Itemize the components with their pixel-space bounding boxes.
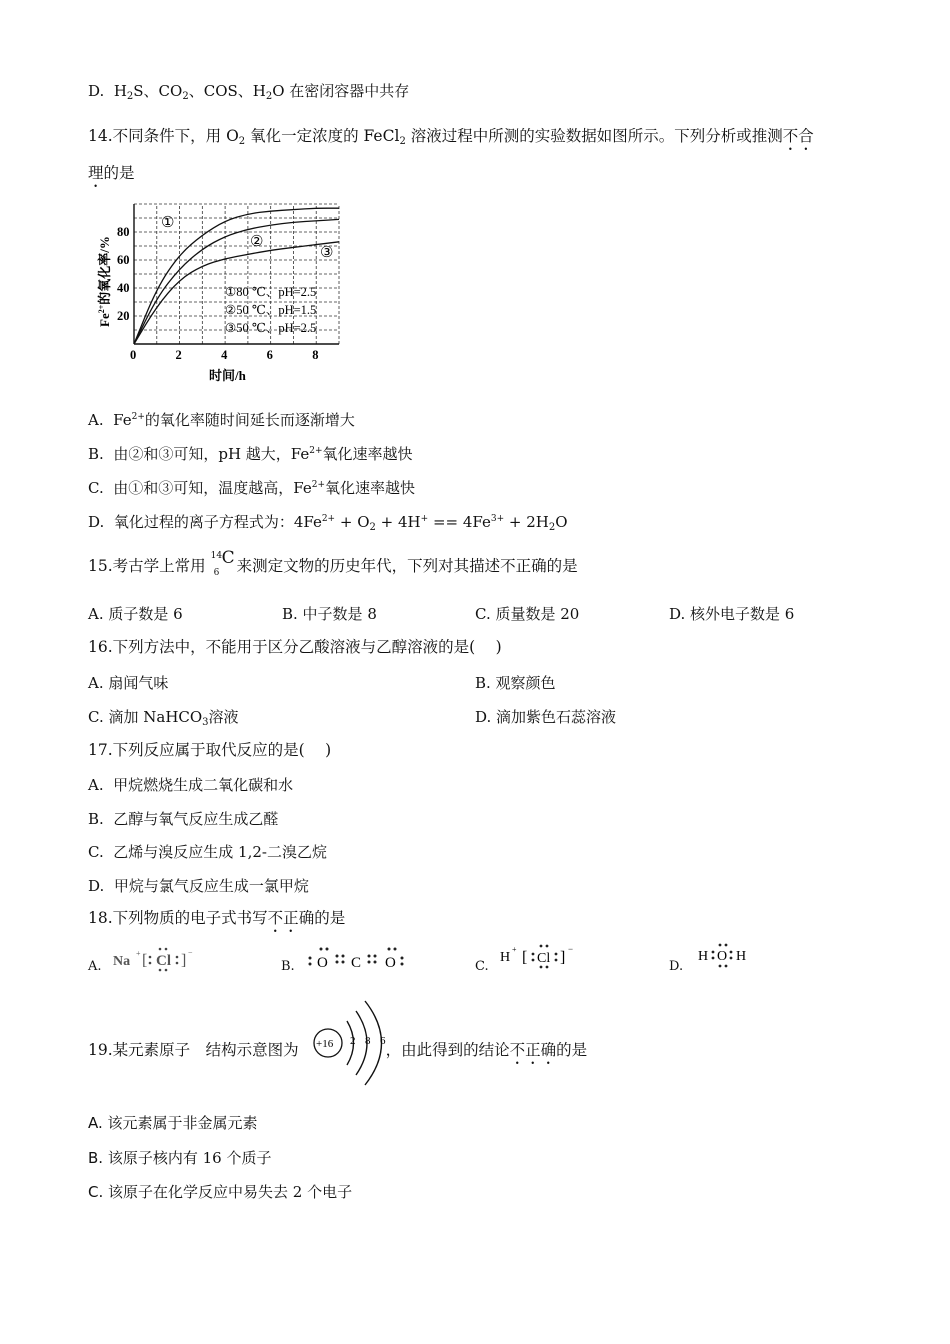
q15-option-b: B. 中子数是 8: [282, 605, 377, 623]
q18-stem: 18.下列物质的电子式书写不正确的是: [88, 909, 346, 927]
question-number: 17.: [88, 741, 113, 759]
y-tick-label: 80: [117, 225, 130, 239]
option-label: A.: [88, 776, 104, 794]
q19-option-c: C. 该原子在化学反应中易失去 2 个电子: [88, 1183, 353, 1201]
x-tick-label: 0: [130, 348, 137, 362]
q14-option-d: D. 氧化过程的离子方程式为：$4Fe^{2+} + O_2 + 4H^+ == 4Fe^{3+} + 2H_2O$: [88, 513, 568, 533]
isotope-mass-number: 14: [210, 551, 223, 561]
question-number: 14.: [88, 127, 113, 145]
q18-formula-c: [498, 942, 578, 972]
hydrogen-symbol: H: [500, 950, 511, 965]
q15-option-d: D. 核外电子数是 6: [669, 605, 795, 623]
q18-option-a-label: A.: [88, 959, 102, 974]
curve-label-1: ①: [161, 215, 175, 231]
q16-option-c: C. 滴加 NaHCO$_3$溶液: [88, 708, 239, 728]
q15-option-c: C. 质量数是 20: [475, 605, 580, 623]
q16-option-a: A. 扇闻气味: [88, 674, 169, 692]
curve-label-3: ③: [320, 245, 334, 261]
q16-option-b: B. 观察颜色: [475, 674, 556, 692]
q14-option-b: B. 由②和③可知，pH 越大，$Fe^{2+}$氧化速率越快: [88, 445, 413, 463]
shell-2-electrons: 8: [365, 1035, 371, 1047]
q14-stem-line2: 理的是: [88, 164, 135, 182]
question-number: 16.: [88, 638, 113, 656]
option-label: B.: [88, 445, 104, 463]
option-label: A.: [88, 411, 104, 429]
q17-stem: 17.下列反应属于取代反应的是( ): [88, 741, 332, 759]
q13-option-d: D. $H_2S$、$CO_2$、COS、$H_2O$ 在密闭容器中共存: [88, 82, 410, 102]
right-bracket: ]: [181, 952, 187, 969]
option-label: D.: [88, 877, 105, 895]
option-label: C.: [88, 843, 104, 861]
q16-stem: 16.下列方法中，不能用于区分乙酸溶液与乙醇溶液的是( ): [88, 638, 502, 656]
chloride-charge: −: [568, 944, 574, 954]
question-number: 15.: [88, 557, 113, 575]
shell-3-electrons: 6: [380, 1035, 386, 1047]
x-axis-label: 时间/h: [209, 368, 246, 383]
chlorine-symbol: Cl: [537, 951, 551, 966]
option-label: D.: [88, 82, 105, 100]
question-number: 18.: [88, 909, 113, 927]
emphasis-text: 不正: [267, 909, 299, 927]
q18-formula-b: [306, 943, 406, 973]
oxygen-1-symbol: O: [317, 955, 328, 971]
nucleus-charge: +16: [316, 1038, 334, 1050]
q15-option-a: A. 质子数是 6: [88, 605, 183, 623]
q17-option-c: C. 乙烯与溴反应生成 1,2-二溴乙烷: [88, 843, 327, 861]
emphasis-text: 不合: [782, 127, 814, 145]
sodium-charge: +: [136, 949, 141, 958]
q17-option-b: B. 乙醇与氧气反应生成乙醛: [88, 810, 279, 828]
question-number: 19.: [88, 1041, 113, 1059]
isotope-atomic-number: 6: [213, 568, 220, 578]
q17-option-d: D. 甲烷与氯气反应生成一氯甲烷: [88, 877, 309, 895]
q15-stem: 15.考古学上常用 14 6 C 来测定文物的历史年代，下列对其描述不正确的是: [88, 556, 578, 577]
q14-option-c: C. 由①和③可知，温度越高，$Fe^{2+}$氧化速率越快: [88, 479, 416, 497]
y-tick-label: 20: [117, 309, 130, 323]
oxygen-symbol: O: [717, 949, 728, 964]
q14-stem-line1: 14.不同条件下，用 $O_2$ 氧化一定浓度的 FeCl$_2$ 溶液过程中所测的实验数据如图所示。下列分析或推测不合: [88, 127, 814, 147]
option-label: A.: [88, 1114, 103, 1132]
option-label: B.: [88, 1149, 104, 1167]
right-bracket: ]: [560, 949, 566, 966]
isotope-notation: [210, 548, 237, 578]
left-bracket: [: [142, 952, 148, 969]
chloride-charge: −: [188, 948, 193, 957]
curve-label-2: ②: [250, 234, 264, 250]
x-tick-label: 2: [175, 348, 182, 362]
option-label: B.: [88, 810, 104, 828]
legend-entry-3: ③50 ℃、pH=2.5: [225, 321, 317, 335]
q19-option-b: B. 该原子核内有 16 个质子: [88, 1149, 272, 1167]
q18-formula-a: [110, 944, 200, 974]
q17-option-a: A. 甲烷燃烧生成二氧化碳和水: [88, 776, 294, 794]
oxygen-2-symbol: O: [385, 955, 396, 971]
hydrogen-charge: +: [512, 945, 517, 954]
y-axis-label: $Fe^{2+}$的氧化率/%: [97, 236, 112, 327]
x-tick-label: 4: [221, 348, 228, 362]
legend-entry-1: ①80 ℃、pH=2.5: [225, 285, 317, 299]
hydrogen-1-symbol: H: [698, 949, 709, 964]
left-bracket: [: [522, 949, 528, 966]
chlorine-symbol: Cl: [156, 953, 171, 969]
sodium-symbol: Na: [113, 954, 131, 969]
shell-1-electrons: 2: [350, 1035, 356, 1047]
q18-option-c-label: C.: [475, 959, 489, 974]
option-label: C.: [88, 479, 104, 497]
x-tick-label: 6: [266, 348, 273, 362]
y-tick-label: 40: [117, 281, 130, 295]
q19-option-a: A. 该元素属于非金属元素: [88, 1114, 258, 1132]
atomic-structure-diagram: [312, 998, 398, 1088]
q16-option-d: D. 滴加紫色石蕊溶液: [475, 708, 617, 726]
y-tick-label: 60: [117, 253, 130, 267]
q18-option-b-label: B.: [281, 959, 295, 974]
q18-formula-d: [696, 940, 756, 970]
option-label: C.: [88, 1183, 104, 1201]
option-label: D.: [88, 513, 105, 531]
oxidation-rate-chart: [88, 196, 358, 391]
isotope-symbol: C: [221, 548, 235, 568]
q19-stem: 19.某元素原子 结构示意图为 ，由此得到的结论不正确的是: [88, 1041, 588, 1059]
legend-entry-2: ②50 ℃、pH=1.5: [225, 303, 317, 317]
q14-option-a: A. $Fe^{2+}$的氧化率随时间延长而逐渐增大: [88, 411, 355, 429]
hydrogen-2-symbol: H: [736, 949, 747, 964]
emphasis-text: 理: [88, 164, 104, 182]
x-tick-label: 8: [312, 348, 319, 362]
carbon-symbol: C: [351, 955, 362, 971]
emphasis-text: 不正确: [509, 1041, 557, 1059]
q18-option-d-label: D.: [669, 959, 684, 974]
chart-legend: [225, 285, 316, 335]
